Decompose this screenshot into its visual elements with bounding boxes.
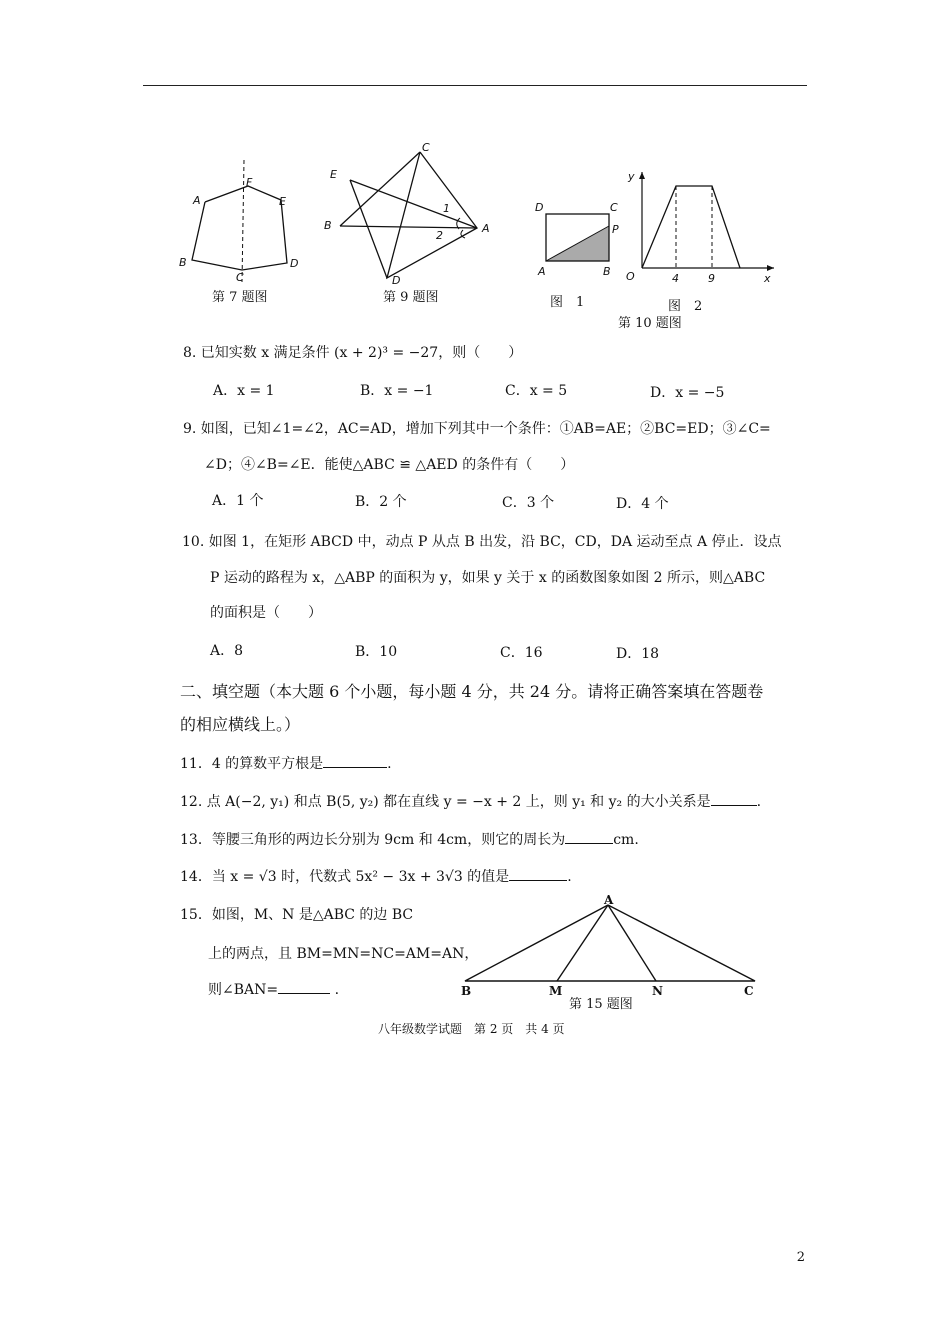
page-number: 2 [796,1250,805,1265]
page-footer: 八年级数学试题 第 2 页 共 4 页 [378,1022,565,1036]
label-m: M [549,984,563,998]
x-axis-arrow [767,265,774,271]
q10-stem-line3: 的面积是（ ） [210,605,322,621]
label-b: B [603,265,611,278]
q8-option-c: C．x = 5 [505,383,568,399]
label-1: 1 [443,202,450,215]
q13-answer-blank[interactable] [565,829,613,844]
q12-answer-blank[interactable] [711,791,757,806]
fig7-caption: 第 7 题图 [212,290,268,305]
q9-option-c: C．3 个 [502,495,555,511]
q15-line2: 上的两点，且 BM=MN=NC=AM=AN， [208,946,479,962]
q14-text: 14．当 x = √3 时，代数式 5x² − 3x + 3√3 的值是 [180,869,510,885]
label-f: F [246,176,253,189]
side-ed [350,180,387,278]
q10-option-d: D．18 [616,646,660,662]
q15-line3 [208,979,339,999]
label-c: C [744,984,754,998]
header-rule [143,85,807,86]
fig10-caption: 第 10 题图 [618,316,682,331]
fig15-caption: 第 15 题图 [569,997,633,1012]
q11-text: 11．4 的算数平方根是 [180,756,324,772]
segment-am [557,905,608,981]
label-p: P [612,223,619,236]
q10-option-b: B．10 [355,644,398,660]
section2-heading-line1: 二、填空题（本大题 6 个小题，每小题 4 分，共 24 分。请将正确答案填在答题卷 [180,682,764,701]
label-a: A [482,222,490,235]
q13-text: 13．等腰三角形的两边长分别为 9cm 和 4cm，则它的周长为 [180,832,566,848]
q14 [180,866,572,886]
label-2: 2 [436,229,443,242]
label-o: O [626,270,635,283]
q12 [180,791,761,811]
q14-end: . [567,869,572,885]
q8-option-d: D．x = −5 [650,385,725,401]
q10-stem-line1: 10. 如图 1，在矩形 ABCD 中，动点 P 从点 B 出发，沿 BC，CD，DA 运动至点 A 停止．设点 [182,534,782,550]
segment-an [608,905,656,981]
fig9-caption: 第 9 题图 [383,290,439,305]
section2-heading-line2: 的相应横线上。） [180,715,301,734]
symmetry-axis [242,160,244,282]
q9-option-b: B．2 个 [355,494,407,510]
q11 [180,753,392,773]
q15-end: . [334,982,340,998]
fig10-1-caption: 图 1 [550,295,585,310]
label-a: A [193,194,201,207]
q12-end: . [756,794,762,810]
q8-option-a: A．x = 1 [213,383,275,399]
label-b: B [324,219,332,232]
fig10-2-caption: 图 2 [668,299,703,314]
label-d: D [392,274,401,287]
figure-15-triangle [455,893,765,1003]
side-cb [340,152,420,226]
label-b: B [461,984,472,998]
q8-option-b: B．x = −1 [360,383,434,399]
label-c: C [610,201,618,214]
label-a: A [538,265,546,278]
label-d: D [290,257,299,270]
label-x: x [764,272,771,285]
tick-4: 4 [672,272,679,285]
q15-answer-blank[interactable] [278,979,330,994]
q15-text: 则∠BAN= [208,982,279,998]
figure-10-graph [618,168,778,288]
q8-stem: 8. 已知实数 x 满足条件 (x + 2)³ = −27，则（ ） [183,345,523,361]
q13-end: cm. [613,832,639,848]
label-c: C [236,271,244,284]
label-e: E [279,195,286,208]
figure-7-hexagon [175,150,315,285]
label-y: y [628,170,635,183]
label-a: A [604,893,614,907]
label-b: B [179,256,187,269]
q12-text: 12. 点 A(−2, y₁) 和点 B(5, y₂) 都在直线 y = −x + 2 上，则 y₁ 和 y₂ 的大小关系是 [180,794,711,810]
triangle-abc [465,905,755,981]
q10-stem-line2: P 运动的路程为 x，△ABP 的面积为 y，如果 y 关于 x 的函数图象如图 2 所示，则△ABC [210,570,766,586]
tick-9: 9 [708,272,715,285]
side-ba [340,226,477,228]
label-c: C [422,141,430,154]
q11-answer-blank[interactable] [323,753,387,768]
graph-line [642,186,740,268]
q9-option-a: A．1 个 [212,493,264,509]
q10-option-c: C．16 [500,645,543,661]
q11-end: . [387,756,392,772]
q15-line1: 15．如图，M、N 是△ABC 的边 BC [180,907,414,923]
q9-stem-line1: 9. 如图，已知∠1=∠2，AC=AD，增加下列其中一个条件：①AB=AE；②BC=ED；③∠C= [183,421,771,437]
figure-10-rectangle [530,195,630,285]
label-n: N [652,984,663,998]
q9-stem-line2: ∠D；④∠B=∠E．能使△ABC ≌ △AED 的条件有（ ） [204,457,575,473]
q14-answer-blank[interactable] [509,866,567,881]
q13 [180,829,639,849]
q10-option-a: A．8 [210,643,244,659]
figure-9-triangles [320,138,500,288]
label-d: D [535,201,544,214]
q9-option-d: D．4 个 [616,496,669,512]
y-axis-arrow [639,172,645,179]
hexagon-outline [192,186,287,270]
label-e: E [330,168,337,181]
